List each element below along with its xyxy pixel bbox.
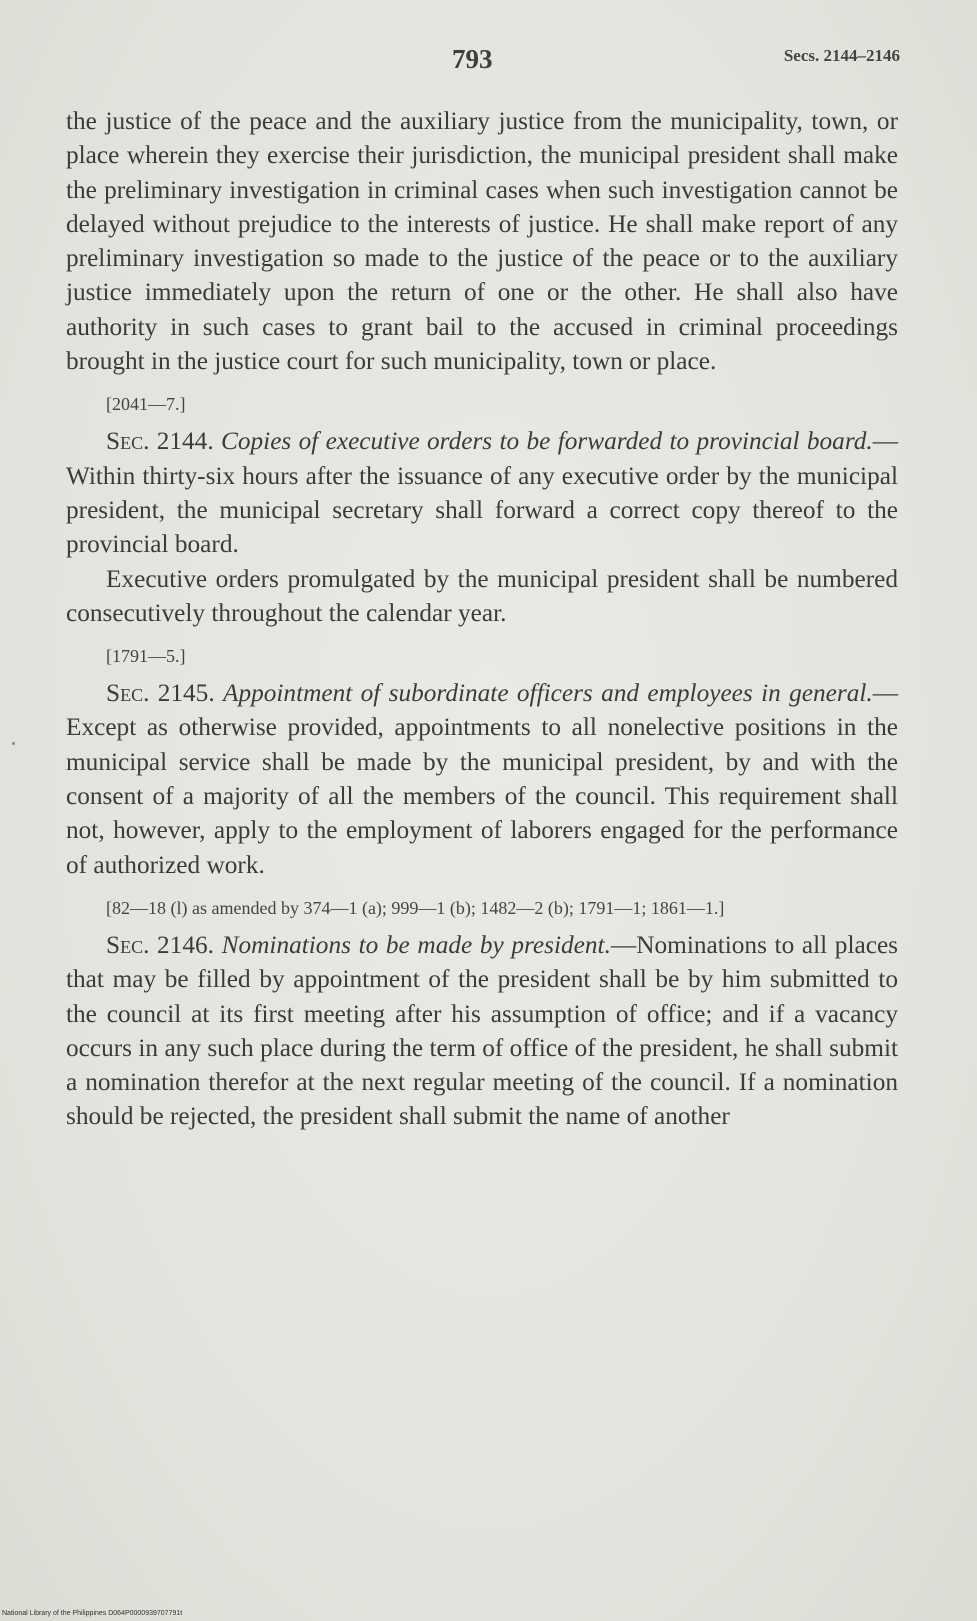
running-head: Secs. 2144–2146	[783, 46, 900, 65]
citation: [2041—7.]	[106, 394, 186, 415]
section-text: —Nominations to all places that may be filled by appointment of the president shall be by him submitted to the council at its first meeting after his assumption of office; and if a vacancy occurs in any such place during the term of office of the president, he shall submit a nomination therefor at the next regular meeting of the council. If a nomination should be rejected, the president shall submit the name of another	[66, 930, 899, 1131]
section-number: Sec. 2145.	[106, 679, 215, 708]
paragraph: Executive orders promulgated by the municipal president shall be numbered consecutively throughout the calendar year.	[66, 564, 898, 627]
section-text: —Except as otherwise provided, appointments to all nonelective positions in the municipal service shall be made by the municipal president, by and with the consent of a majority of all the members of the council. This requirement shall not, however, apply to the employment of laborers engaged for the performance of authorized work.	[66, 679, 898, 879]
section-2145	[66, 676, 898, 882]
section-title: Appointment of subordinate officers and employees in general.	[223, 679, 873, 708]
paragraph-continuation: the justice of the peace and the auxiliary justice from the municipality, town, or place wherein they exercise their jurisdiction, the municipal president shall make the preliminary investigation in criminal cases when such investigation cannot be delayed without prejudice to the interests of justice. He shall make report of any preliminary investigation so made to the justice of the peace or to the auxiliary justice immediately upon the return of one or the other. He shall also have authority in such cases to grant bail to the accused in criminal proceedings brought in the justice court for such municipality, town or place.	[66, 107, 898, 376]
citation: [1791—5.]	[106, 646, 186, 667]
section-2144	[66, 424, 898, 561]
citation: [82—18 (l) as amended by 374—1 (a); 999—1 (b); 1482—2 (b); 1791—1; 1861—1.]	[106, 897, 725, 918]
section-title: Copies of executive orders to be forwarded to provincial board.	[221, 427, 873, 456]
section-number: Sec. 2146.	[106, 930, 214, 959]
section-number: Sec. 2144.	[106, 427, 214, 456]
section-text: —Within thirty-six hours after the issuance of any executive order by the municipal president, the municipal secretary shall forward a correct copy thereof to the provincial board.	[66, 427, 899, 559]
page-number: 793	[452, 44, 493, 74]
section-2146	[66, 928, 898, 1134]
scan-speck	[12, 742, 15, 745]
scan-source-footer: National Library of the Philippines D064P0000939707791t	[2, 1610, 183, 1617]
body-text	[66, 104, 898, 1134]
section-title: Nominations to be made by president.	[221, 930, 611, 959]
